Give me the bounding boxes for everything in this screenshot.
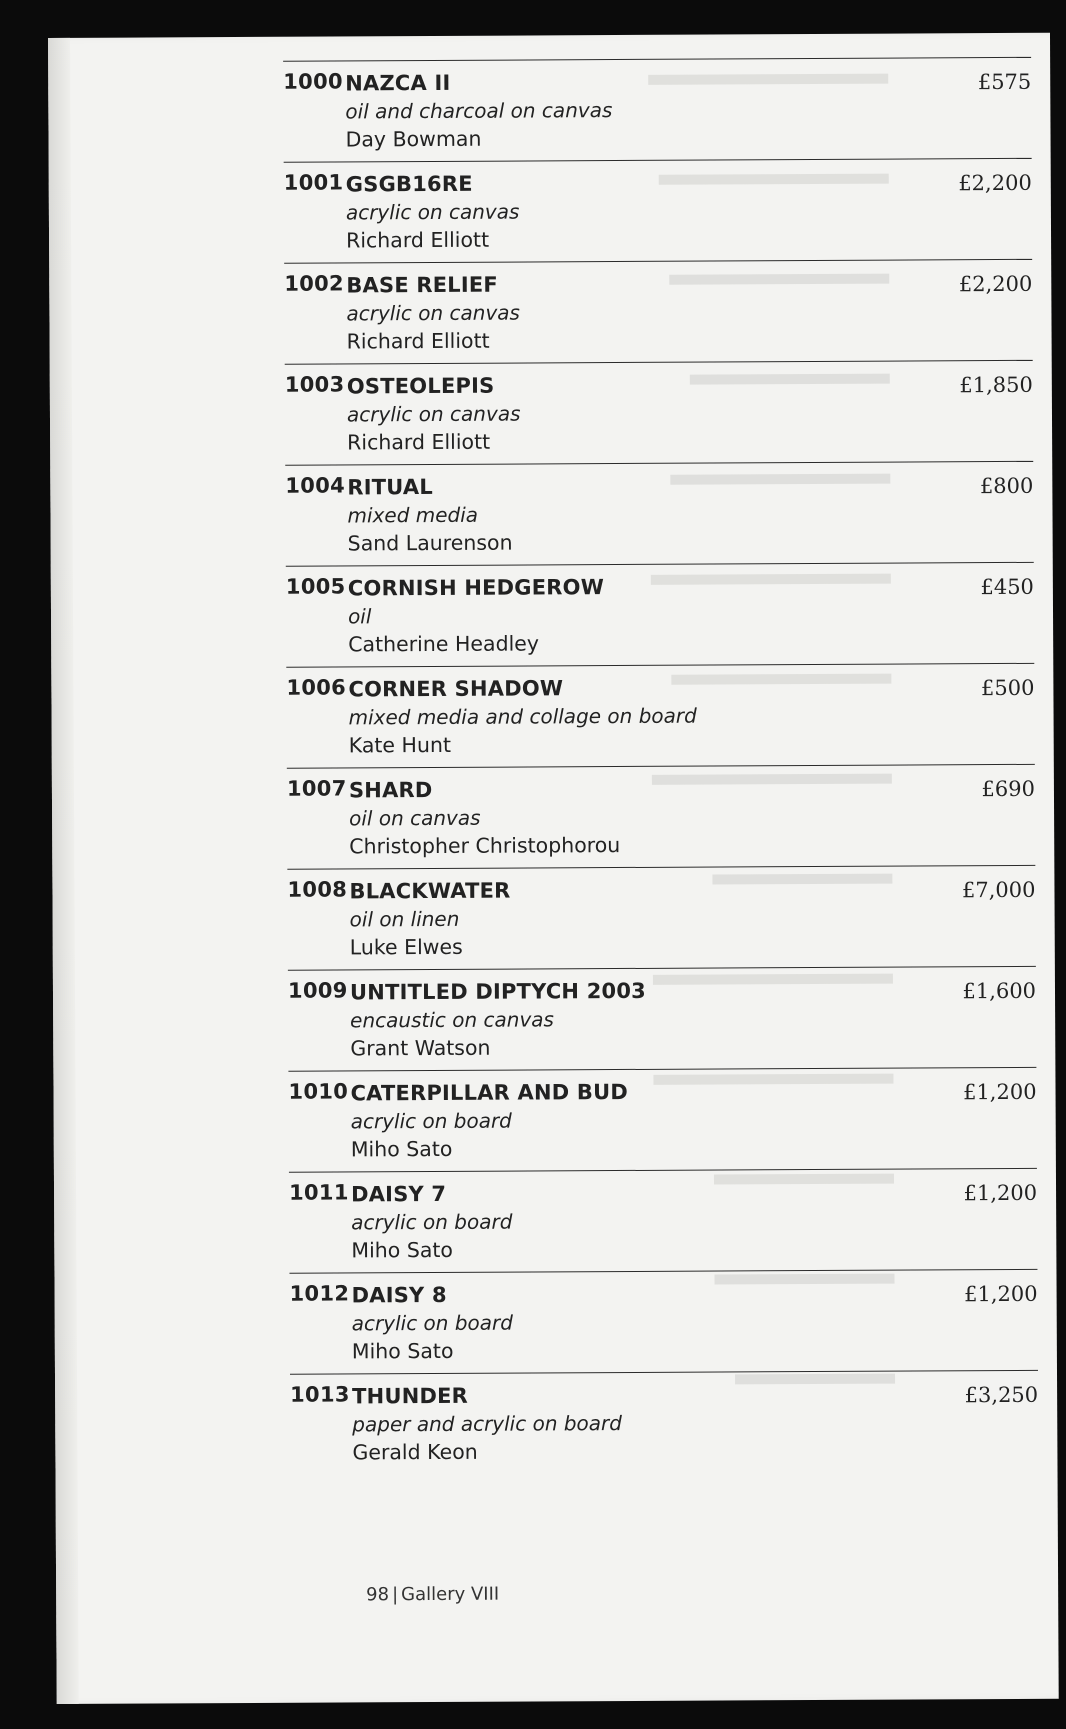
artist-name: Day Bowman — [345, 126, 482, 152]
artwork-medium: acrylic on canvas — [345, 199, 520, 225]
artwork-price: £1,200 — [964, 1281, 1038, 1307]
artist-name: Richard Elliott — [347, 429, 491, 455]
artwork-price: £3,250 — [964, 1382, 1039, 1408]
lot-info — [346, 271, 520, 356]
lot-info — [345, 68, 612, 153]
lot-entry — [286, 562, 1035, 667]
lot-number: 1012 — [289, 1281, 350, 1306]
artwork-price: £1,850 — [959, 372, 1033, 398]
artwork-price: £2,200 — [958, 170, 1032, 196]
artwork-medium: acrylic on canvas — [346, 300, 521, 326]
artist-name: Richard Elliott — [346, 227, 490, 253]
lot-entry — [284, 259, 1033, 364]
artwork-price: £575 — [977, 69, 1032, 95]
artwork-title: CORNER SHADOW — [348, 676, 564, 702]
lot-entry — [289, 1269, 1038, 1374]
artist-name: Grant Watson — [350, 1035, 491, 1061]
artwork-price: £500 — [980, 675, 1035, 701]
artwork-medium: paper and acrylic on board — [352, 1411, 622, 1437]
lot-number: 1000 — [283, 69, 343, 94]
artist-name: Gerald Keon — [352, 1439, 478, 1465]
lot-number: 1001 — [283, 170, 344, 195]
artist-name: Kate Hunt — [348, 732, 452, 758]
lot-info — [346, 170, 520, 255]
artwork-price: £1,200 — [962, 1079, 1037, 1105]
artwork-title: DAISY 7 — [350, 1181, 447, 1207]
lot-entry — [284, 158, 1033, 263]
artwork-medium: oil on linen — [349, 906, 460, 932]
lot-list — [283, 57, 1038, 1475]
lot-number: 1011 — [288, 1180, 349, 1205]
lot-info — [352, 1281, 514, 1366]
artwork-title: RITUAL — [347, 474, 433, 500]
lot-number: 1006 — [286, 675, 347, 700]
artist-name: Catherine Headley — [348, 631, 540, 657]
footer-separator: | — [392, 1584, 399, 1606]
artwork-price: £7,000 — [961, 877, 1036, 903]
lot-info — [350, 1078, 628, 1163]
artwork-medium: oil — [347, 604, 372, 629]
lot-entry — [285, 461, 1034, 566]
lot-info — [350, 977, 646, 1063]
lot-number: 1010 — [288, 1079, 349, 1104]
artwork-medium: acrylic on canvas — [346, 401, 521, 427]
artwork-medium: acrylic on board — [351, 1310, 513, 1336]
artwork-title: BLACKWATER — [349, 878, 511, 904]
lot-entry — [289, 1168, 1038, 1273]
lot-info — [351, 1180, 513, 1265]
artwork-medium: encaustic on canvas — [350, 1007, 555, 1033]
artwork-price: £690 — [981, 776, 1036, 802]
artwork-price: £450 — [980, 574, 1034, 600]
artwork-title: CATERPILLAR AND BUD — [350, 1079, 629, 1106]
artwork-price: £800 — [979, 473, 1034, 499]
lot-number: 1005 — [285, 574, 346, 599]
lot-entry — [287, 865, 1036, 970]
artist-name: Richard Elliott — [346, 328, 490, 354]
lot-info — [349, 877, 510, 962]
lot-entry — [283, 57, 1032, 162]
artwork-medium: acrylic on board — [350, 1108, 512, 1134]
artwork-title: SHARD — [348, 777, 433, 803]
lot-entry — [287, 764, 1036, 869]
artwork-price: £1,200 — [963, 1180, 1038, 1206]
artwork-title: DAISY 8 — [351, 1282, 447, 1308]
artwork-title: BASE RELIEF — [346, 272, 499, 298]
artwork-title: NAZCA II — [345, 70, 451, 96]
page-footer — [366, 1584, 499, 1606]
artwork-title: GSGB16RE — [345, 171, 473, 197]
lot-number: 1004 — [285, 473, 346, 498]
lot-info — [347, 473, 512, 558]
lot-number: 1008 — [287, 877, 348, 902]
artist-name: Miho Sato — [350, 1136, 453, 1162]
lot-entry — [285, 360, 1034, 465]
lot-info — [348, 674, 697, 760]
artwork-title: OSTEOLEPIS — [346, 373, 495, 399]
section-name: Gallery VIII — [401, 1583, 500, 1606]
lot-entry — [288, 1067, 1037, 1172]
lot-entry — [288, 966, 1037, 1071]
artwork-medium: mixed media and collage on board — [348, 703, 697, 730]
lot-number: 1002 — [284, 271, 345, 296]
lot-entry — [290, 1370, 1039, 1475]
page-number: 98 — [366, 1584, 390, 1606]
artwork-medium: oil and charcoal on canvas — [345, 98, 613, 124]
artwork-price: £2,200 — [958, 271, 1033, 297]
artwork-medium: mixed media — [347, 502, 479, 528]
artwork-medium: oil on canvas — [349, 805, 481, 831]
artist-name: Miho Sato — [351, 1237, 454, 1263]
artist-name: Luke Elwes — [349, 934, 463, 960]
artwork-title: THUNDER — [352, 1383, 469, 1409]
artist-name: Miho Sato — [351, 1338, 454, 1364]
artist-name: Sand Laurenson — [347, 530, 513, 556]
artwork-title: CORNISH HEDGEROW — [347, 575, 605, 601]
lot-number: 1007 — [286, 776, 347, 801]
artist-name: Christopher Christophorou — [349, 833, 621, 859]
artwork-medium: acrylic on board — [351, 1209, 513, 1235]
artwork-price: £1,600 — [962, 978, 1037, 1004]
lot-info — [352, 1381, 622, 1466]
lot-info — [348, 573, 605, 658]
lot-number: 1013 — [290, 1382, 350, 1407]
catalogue-page — [48, 33, 1059, 1704]
artwork-title: UNTITLED DIPTYCH 2003 — [349, 978, 646, 1005]
lot-info — [347, 372, 521, 457]
lot-number: 1009 — [287, 978, 348, 1003]
lot-number: 1003 — [284, 372, 345, 397]
lot-info — [349, 775, 620, 860]
lot-entry — [286, 663, 1035, 768]
